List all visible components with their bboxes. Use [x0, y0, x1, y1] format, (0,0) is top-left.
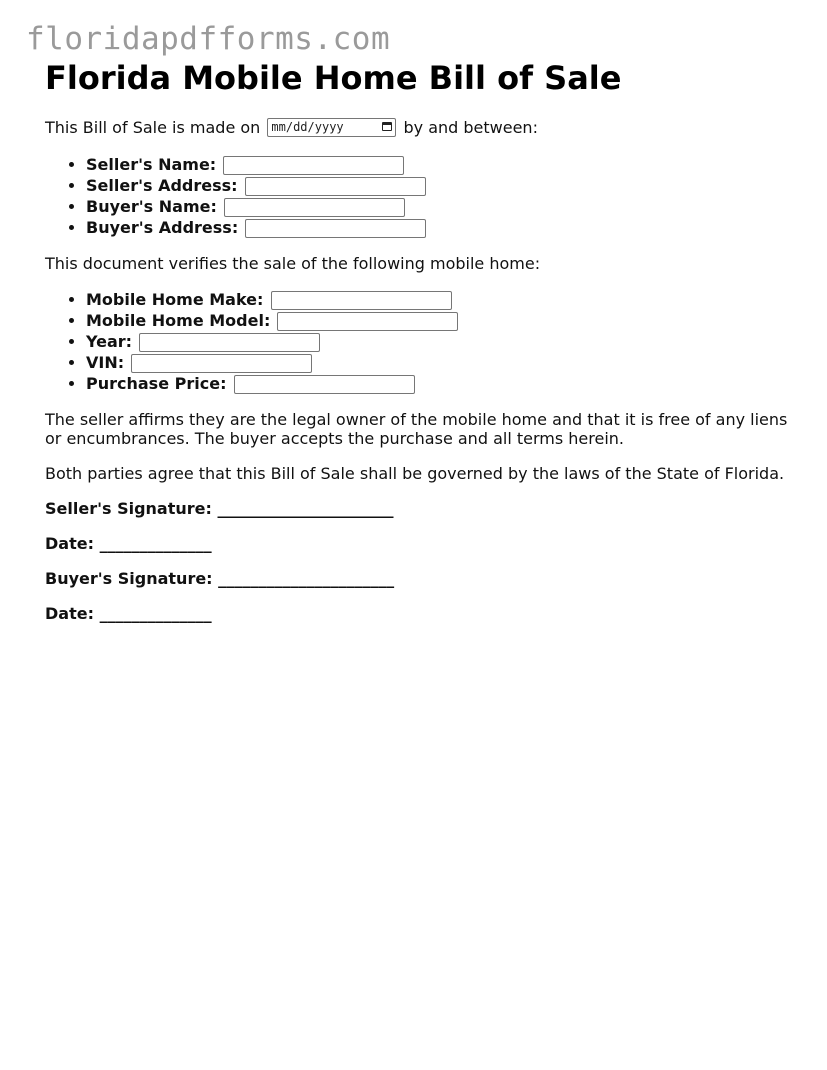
- list-item: [86, 154, 805, 175]
- list-item: [86, 331, 805, 352]
- buyer-signature-label: Buyer's Signature:: [45, 569, 213, 588]
- make-label: Mobile Home Make:: [86, 290, 264, 309]
- model-label: Mobile Home Model:: [86, 311, 271, 330]
- buyer-date-line: [45, 604, 805, 623]
- intro-text-after: by and between:: [403, 118, 538, 137]
- purchase-price-input[interactable]: [234, 375, 415, 394]
- buyer-signature-blank: ______________________: [218, 569, 395, 588]
- purchase-price-label: Purchase Price:: [86, 374, 227, 393]
- seller-date-label: Date:: [45, 534, 94, 553]
- vin-label: VIN:: [86, 353, 125, 372]
- seller-date-line: [45, 534, 805, 553]
- sellers-address-label: Seller's Address:: [86, 176, 238, 195]
- governing-law-paragraph: Both parties agree that this Bill of Sale shall be governed by the laws of the State of Florida.: [45, 464, 785, 483]
- intro-paragraph: [45, 118, 805, 138]
- parties-list: [45, 154, 805, 238]
- buyer-date-blank: ______________: [99, 604, 212, 623]
- buyers-address-input[interactable]: [245, 219, 426, 238]
- seller-signature-line: [45, 499, 805, 518]
- vin-input[interactable]: [131, 354, 312, 373]
- year-input[interactable]: [139, 333, 320, 352]
- buyers-address-label: Buyer's Address:: [86, 218, 239, 237]
- list-item: [86, 217, 805, 238]
- intro-text-before: This Bill of Sale is made on: [45, 118, 261, 137]
- page-title: Florida Mobile Home Bill of Sale: [45, 59, 622, 97]
- seller-signature-blank: ______________________: [217, 499, 394, 518]
- seller-date-blank: ______________: [99, 534, 212, 553]
- date-placeholder: mm/dd/yyyy: [271, 120, 344, 134]
- calendar-icon[interactable]: [382, 122, 392, 131]
- list-item: [86, 196, 805, 217]
- list-item: [86, 289, 805, 310]
- list-item: [86, 352, 805, 373]
- verify-paragraph: This document verifies the sale of the following mobile home:: [45, 254, 541, 273]
- bill-of-sale-document: [45, 58, 805, 639]
- buyer-signature-line: [45, 569, 805, 588]
- year-label: Year:: [86, 332, 133, 351]
- list-item: [86, 175, 805, 196]
- sale-date-input[interactable]: [267, 118, 396, 137]
- model-input[interactable]: [277, 312, 458, 331]
- list-item: [86, 373, 805, 394]
- sellers-address-input[interactable]: [245, 177, 426, 196]
- make-input[interactable]: [271, 291, 452, 310]
- site-watermark: floridapdfforms.com: [26, 21, 391, 57]
- affirmation-paragraph: The seller affirms they are the legal owner of the mobile home and that it is free of any liens or encumbrances. The buyer accepts the purchase and all terms herein.: [45, 410, 788, 448]
- buyer-date-label: Date:: [45, 604, 94, 623]
- mobile-home-details-list: [45, 289, 805, 394]
- sellers-name-input[interactable]: [223, 156, 404, 175]
- sellers-name-label: Seller's Name:: [86, 155, 217, 174]
- buyers-name-input[interactable]: [224, 198, 405, 217]
- seller-signature-label: Seller's Signature:: [45, 499, 212, 518]
- buyers-name-label: Buyer's Name:: [86, 197, 217, 216]
- list-item: [86, 310, 805, 331]
